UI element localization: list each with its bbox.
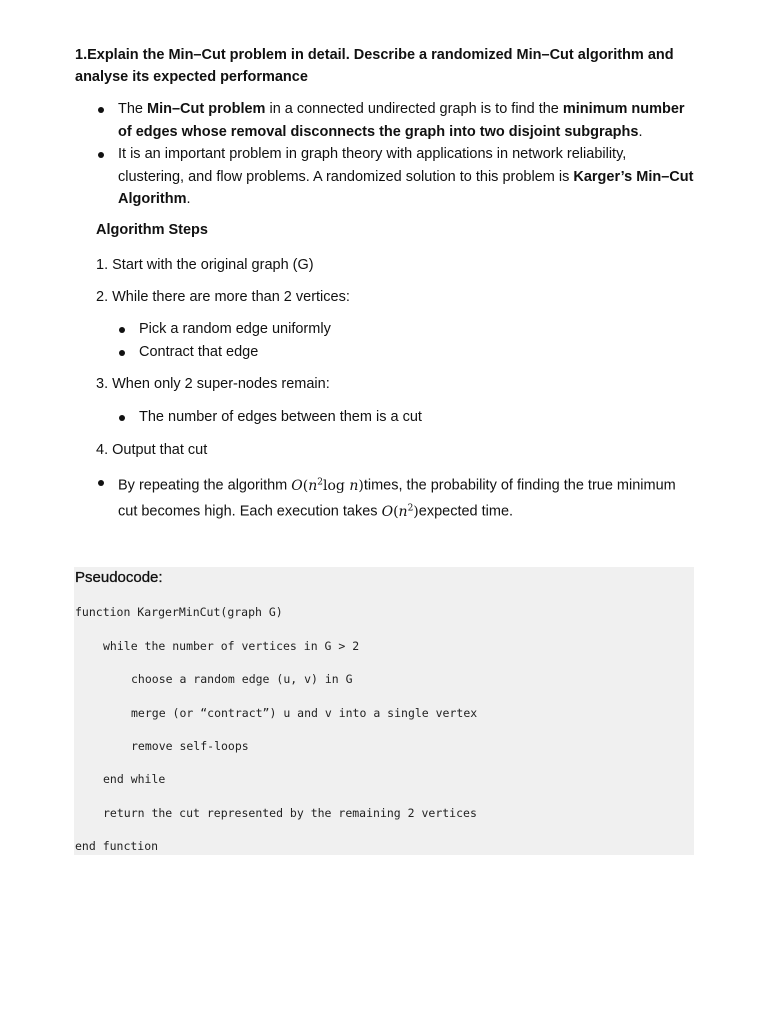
pseudocode-block	[74, 567, 694, 855]
text-run: By repeating the algorithm	[118, 477, 292, 494]
math-symbol: O	[381, 503, 394, 520]
code-line: return the cut represented by the remaining 2 vertices	[103, 806, 477, 820]
bullet-dot-icon	[98, 480, 104, 486]
performance-bullet	[96, 471, 696, 523]
text-run: The	[118, 101, 148, 117]
code-line: while the number of vertices in G > 2	[103, 639, 360, 653]
step-3-sub-list	[117, 406, 677, 429]
bold-term-min-cut: Min–Cut problem	[147, 101, 266, 117]
performance-bullet-list	[96, 471, 696, 523]
step-1: 1. Start with the original graph (G)	[96, 257, 314, 273]
code-line: remove self-loops	[131, 739, 249, 753]
math-symbol: O	[291, 477, 303, 494]
code-line: end while	[103, 772, 166, 786]
math-symbol: (	[302, 477, 309, 494]
text-run: times, the probability of finding the true minimum cut becomes high. Each execution takes	[118, 477, 676, 520]
text-run: .	[638, 123, 643, 140]
bullet-dot-icon	[119, 350, 125, 356]
math-symbol: n	[308, 477, 318, 494]
intro-bullet-importance	[96, 143, 696, 211]
step-2-sub-list	[117, 318, 677, 364]
sub-item	[117, 318, 677, 341]
code-line: end function	[75, 839, 159, 853]
bullet-dot-icon	[119, 327, 125, 333]
pseudocode-title: Pseudocode:	[75, 569, 163, 586]
bullet-dot-icon	[98, 107, 104, 113]
math-expected-time	[382, 504, 419, 520]
math-exponent: 2	[317, 477, 324, 487]
intro-bullet-list	[96, 98, 696, 211]
text-run: It is an important problem in graph theory with applications in network reliability, clustering, and flow problems. A randomized solution to this problem is	[118, 146, 627, 185]
sub-item-text: Contract that edge	[139, 344, 259, 360]
math-symbol: )	[413, 503, 419, 520]
question-heading: 1.Explain the Min–Cut problem in detail. Describe a randomized Min–Cut algorithm and analyse its expected performance	[75, 47, 674, 85]
sub-item	[117, 341, 677, 364]
text-run: .	[186, 191, 191, 207]
code-line: choose a random edge (u, v) in G	[131, 672, 353, 686]
code-line: function KargerMinCut(graph G)	[75, 605, 283, 619]
bullet-dot-icon	[98, 152, 104, 158]
sub-item	[117, 406, 677, 429]
bold-term-karger: Karger’s Min–Cut Algorithm	[118, 168, 694, 207]
step-3: 3. When only 2 super-nodes remain:	[96, 376, 330, 392]
sub-item-text: Pick a random edge uniformly	[139, 321, 331, 337]
code-line: merge (or “contract”) u and v into a single vertex	[131, 706, 478, 720]
math-symbol: log	[323, 477, 350, 494]
step-2: 2. While there are more than 2 vertices:	[96, 289, 350, 305]
math-exponent: 2	[407, 503, 414, 514]
math-symbol: n	[398, 503, 408, 520]
math-symbol: (	[393, 503, 399, 520]
text-run: expected time.	[418, 503, 514, 520]
text-run: in a connected undirected graph is to find the	[265, 101, 563, 117]
intro-bullet-definition	[96, 98, 696, 143]
sub-item-text: The number of edges between them is a cut	[139, 409, 422, 425]
math-symbol: n	[349, 477, 359, 494]
math-symbol: )	[358, 477, 364, 494]
bullet-dot-icon	[119, 415, 125, 421]
algorithm-steps-label: Algorithm Steps	[96, 222, 208, 238]
math-repetitions	[291, 478, 364, 494]
step-4: 4. Output that cut	[96, 442, 208, 458]
bold-definition: minimum number of edges whose removal disconnects the graph into two disjoint subgraphs	[118, 101, 685, 140]
